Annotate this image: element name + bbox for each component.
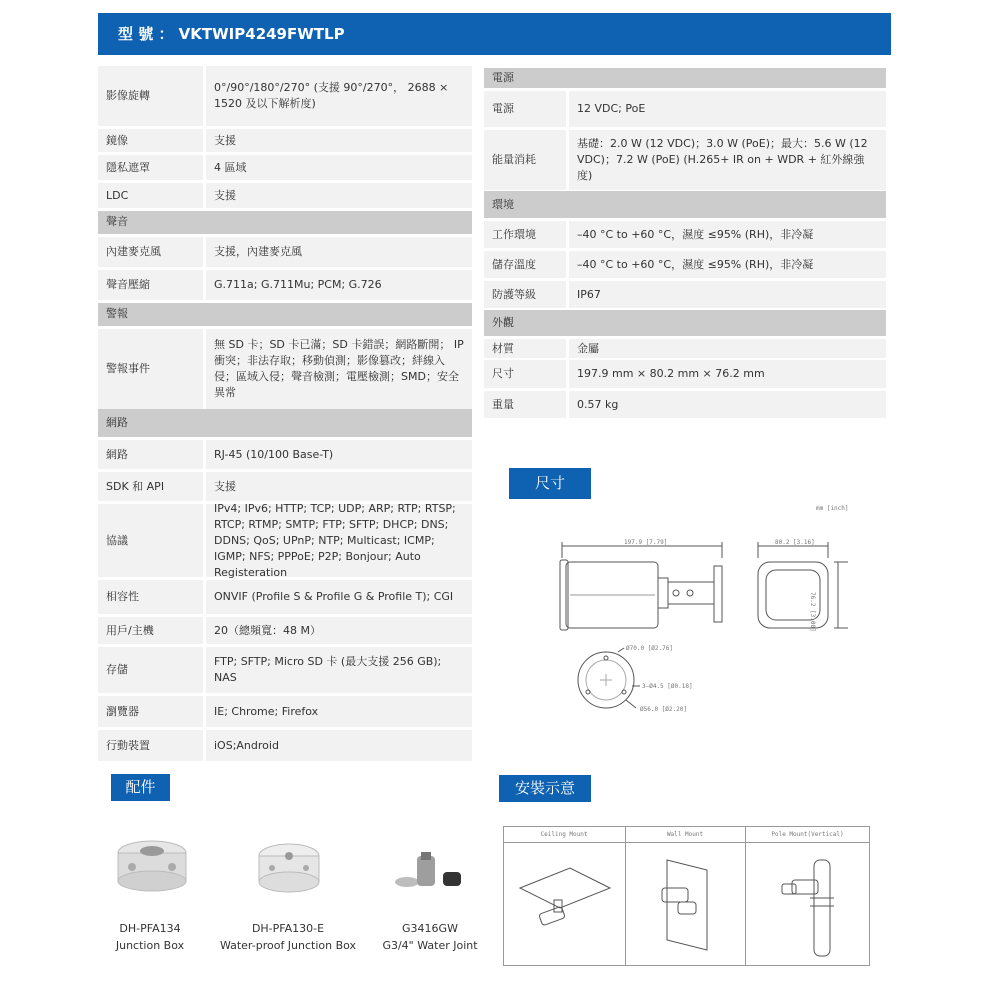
spec-row xyxy=(484,281,886,308)
hole-diameter-label: 3–Ø4.5 [Ø0.18] xyxy=(642,683,693,690)
spec-key: 行動裝置 xyxy=(98,730,203,761)
spec-key: 存儲 xyxy=(98,647,203,693)
section-header-audio: 聲音 xyxy=(98,211,472,234)
spec-row xyxy=(98,501,472,579)
spec-key: 用戶/主機 xyxy=(98,617,203,644)
spec-key: 警報事件 xyxy=(98,329,203,409)
ceiling-mount-label: Ceiling Mount xyxy=(540,831,588,838)
spec-key: 隱私遮罩 xyxy=(98,155,203,180)
accessory-name: G3/4" Water Joint xyxy=(382,939,478,952)
spec-value: 0°/90°/180°/270° (支援 90°/270°， 2688 × 1520 及以下解析度) xyxy=(206,66,472,126)
spec-value: 基礎：2.0 W (12 VDC)；3.0 W (PoE)；最大：5.6 W (12 VDC)；7.2 W (PoE) (H.265+ IR on + WDR + 紅外線強度) xyxy=(569,130,886,190)
dimension-drawing xyxy=(500,500,880,730)
height-dimension: 76.2 [3.00] xyxy=(809,592,816,632)
spec-value: 4 區域 xyxy=(206,155,472,180)
spec-key: 網路 xyxy=(98,440,203,469)
accessory-2 xyxy=(218,920,358,954)
spec-value: 12 VDC; PoE xyxy=(569,91,886,127)
spec-key: 影像旋轉 xyxy=(98,66,203,126)
spec-key: 能量消耗 xyxy=(484,130,566,190)
spec-value: –40 °C to +60 °C，濕度 ≤95% (RH)，非冷凝 xyxy=(569,221,886,248)
spec-key: 電源 xyxy=(484,91,566,127)
spec-value: IPv4; IPv6; HTTP; TCP; UDP; ARP; RTP; RTSP; RTCP; RTMP; SMTP; FTP; SFTP; DHCP; DNS; DDNS; QoS; UPnP; NTP; Multicast; ICMP; IGMP; NFS; PPPoE; P2P; Bonjour; Auto Registeration xyxy=(206,504,472,577)
spec-value: 支援 xyxy=(206,129,472,152)
spec-row xyxy=(484,391,886,418)
spec-value: G.711a; G.711Mu; PCM; G.726 xyxy=(206,270,472,300)
inner-diameter-label: Ø56.0 [Ø2.20] xyxy=(640,706,687,713)
section-header-alarm: 警報 xyxy=(98,303,472,326)
spec-row xyxy=(98,696,472,727)
spec-value: 支援 xyxy=(206,472,472,501)
spec-row xyxy=(98,183,472,208)
section-header-power: 電源 xyxy=(484,68,886,88)
spec-key: SDK 和 API xyxy=(98,472,203,501)
spec-key: 防護等級 xyxy=(484,281,566,308)
spec-value: IP67 xyxy=(569,281,886,308)
spec-key: 尺寸 xyxy=(484,360,566,388)
spec-value: 0.57 kg xyxy=(569,391,886,418)
spec-row xyxy=(484,130,886,190)
spec-value: iOS;Android xyxy=(206,730,472,761)
section-header-appearance: 外觀 xyxy=(484,310,886,336)
accessory-name: Junction Box xyxy=(115,939,185,952)
wall-mount-illustration xyxy=(632,850,742,960)
spec-key: 重量 xyxy=(484,391,566,418)
wall-mount-label: Wall Mount xyxy=(666,831,704,838)
spec-key: 鏡像 xyxy=(98,129,203,152)
accessory-model: G3416GW xyxy=(402,922,458,935)
spec-key: 材質 xyxy=(484,339,566,358)
ceiling-mount-illustration xyxy=(510,850,620,960)
waterproof-junction-box-image xyxy=(254,838,324,898)
spec-key: 工作環境 xyxy=(484,221,566,248)
spec-key: 聲音壓縮 xyxy=(98,270,203,300)
accessory-1 xyxy=(103,920,197,954)
spec-value: –40 °C to +60 °C，濕度 ≤95% (RH)，非冷凝 xyxy=(569,251,886,278)
spec-value: 金屬 xyxy=(569,339,886,358)
spec-value: RJ-45 (10/100 Base-T) xyxy=(206,440,472,469)
spec-value: ONVIF (Profile S & Profile G & Profile T); CGI xyxy=(206,580,472,614)
accessory-model: DH-PFA130-E xyxy=(251,922,325,935)
spec-row xyxy=(98,617,472,644)
spec-value: 無 SD 卡；SD 卡已滿；SD 卡錯誤；網路斷開； IP 衝突；非法存取；移動偵測；影像篡改；絆線入侵；區域入侵；聲音檢測；電壓檢測；SMD；安全異常 xyxy=(206,329,472,409)
right-spec-table xyxy=(484,68,886,418)
spec-row xyxy=(98,440,472,469)
spec-value: 支援 xyxy=(206,183,472,208)
model-header: 型 號 ： VKTWIP4249FWTLP xyxy=(98,13,891,55)
pole-mount-illustration xyxy=(752,850,867,960)
spec-key: 內建麥克風 xyxy=(98,237,203,267)
spec-row xyxy=(98,66,472,126)
spec-row xyxy=(484,251,886,278)
spec-row xyxy=(484,91,886,127)
spec-key: 瀏覽器 xyxy=(98,696,203,727)
accessory-model: DH-PFA134 xyxy=(119,922,181,935)
spec-row xyxy=(484,360,886,388)
installation-divider xyxy=(745,826,746,966)
spec-row xyxy=(484,339,886,358)
section-header-network: 網路 xyxy=(98,409,472,437)
spec-row xyxy=(98,270,472,300)
spec-row xyxy=(98,472,472,501)
accessory-name: Water-proof Junction Box xyxy=(219,939,357,952)
unit-label: mm [inch] xyxy=(816,505,849,512)
spec-row xyxy=(484,221,886,248)
base-diameter-label: Ø70.0 [Ø2.76] xyxy=(626,645,673,652)
spec-row xyxy=(98,237,472,267)
spec-row xyxy=(98,129,472,152)
spec-row xyxy=(98,730,472,761)
spec-key: LDC xyxy=(98,183,203,208)
spec-key: 儲存溫度 xyxy=(484,251,566,278)
spec-value: IE; Chrome; Firefox xyxy=(206,696,472,727)
accessory-3 xyxy=(378,920,482,954)
width-dimension: 80.2 [3.16] xyxy=(775,539,815,546)
installation-tag: 安裝示意 xyxy=(499,775,591,802)
camera-body-front xyxy=(758,562,828,628)
spec-value: 197.9 mm × 80.2 mm × 76.2 mm xyxy=(569,360,886,388)
spec-row xyxy=(98,647,472,693)
spec-value: 20（總頻寬：48 M） xyxy=(206,617,472,644)
spec-value: 支援，內建麥克風 xyxy=(206,237,472,267)
left-spec-table xyxy=(98,66,472,761)
accessories-tag: 配件 xyxy=(111,774,170,801)
water-joint-image xyxy=(393,850,465,895)
installation-header-line xyxy=(503,842,870,843)
section-header-environment: 環境 xyxy=(484,191,886,218)
spec-row xyxy=(98,155,472,180)
junction-box-image xyxy=(112,835,192,895)
spec-row xyxy=(98,580,472,614)
spec-value: FTP; SFTP; Micro SD 卡 (最大支援 256 GB); NAS xyxy=(206,647,472,693)
spec-key: 相容性 xyxy=(98,580,203,614)
pole-mount-label: Pole Mount(Vertical) xyxy=(771,831,844,838)
installation-divider xyxy=(625,826,626,966)
dimensions-tag: 尺寸 xyxy=(509,468,591,499)
spec-row xyxy=(98,329,472,409)
length-dimension: 197.9 [7.79] xyxy=(624,539,668,546)
spec-key: 協議 xyxy=(98,504,203,577)
